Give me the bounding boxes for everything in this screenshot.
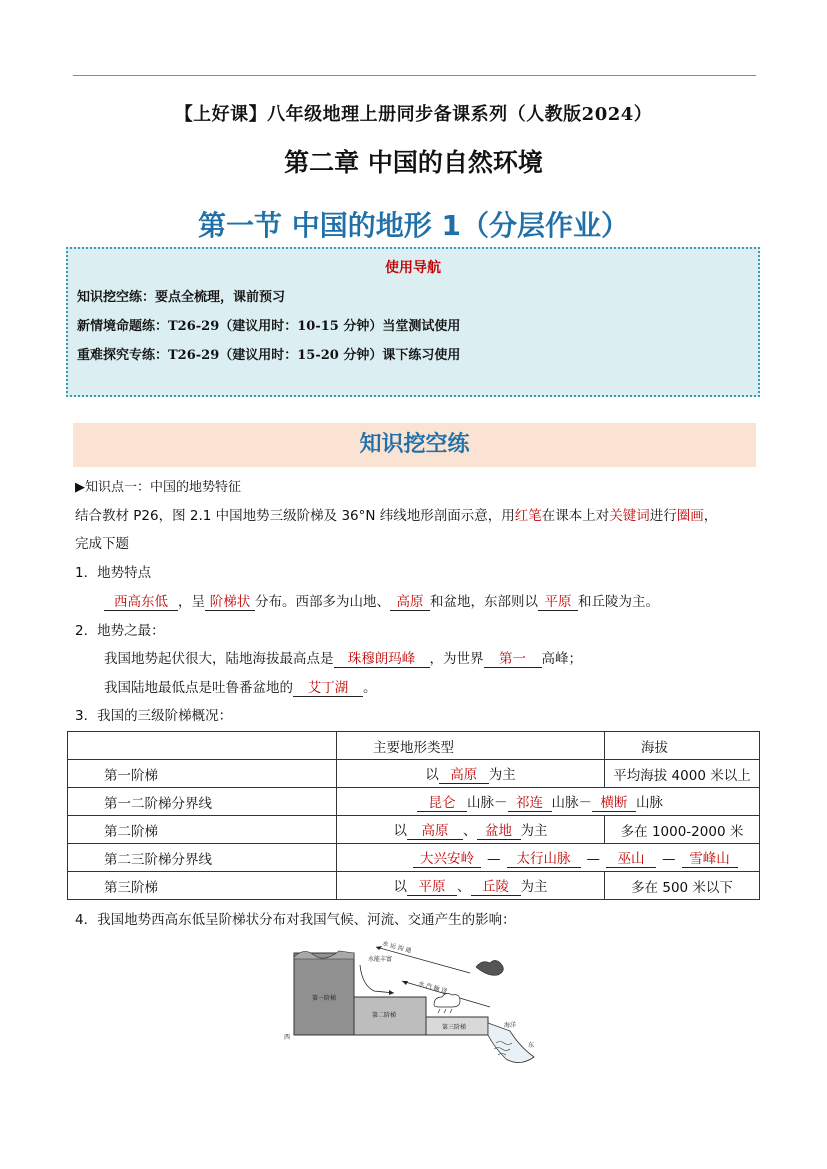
q2-text-1b: ，为世界	[429, 651, 484, 667]
q2-answer-2: 第一	[484, 647, 542, 668]
row-landform	[337, 872, 605, 900]
q1-text-1: ，呈	[178, 594, 205, 610]
row-answer: 盆地	[477, 819, 521, 840]
q1-answer-2: 阶梯状	[205, 590, 255, 611]
table-header-empty	[68, 732, 337, 760]
q2-text-2b: 。	[363, 680, 377, 696]
traffic-label: 水 运 沟 通	[381, 940, 413, 955]
row-boundary	[337, 788, 760, 816]
vapor-arrowhead	[402, 981, 408, 985]
row-name: 第三阶梯	[68, 872, 337, 900]
q2-answer-3: 艾丁湖	[293, 676, 363, 697]
knowledge-point-heading: ▶知识点一：中国的地势特征	[75, 480, 241, 495]
row-altitude: 多在 1000-2000 米	[605, 816, 760, 844]
table-header-altitude: 海拔	[605, 732, 760, 760]
row-answer: 太行山脉	[507, 847, 581, 868]
table-row	[68, 872, 760, 900]
q3-heading: 3．我国的三级阶梯概况：	[75, 708, 233, 724]
row-altitude: 多在 500 米以下	[605, 872, 760, 900]
row-answer: 平原	[407, 875, 457, 896]
river-arrowhead	[389, 990, 394, 995]
row-text: 为主	[488, 767, 516, 783]
q1-answer-1: 西高东低	[104, 590, 178, 611]
river-arrow	[360, 965, 394, 993]
east-label: 东	[528, 1042, 535, 1049]
step2-label: 第二阶梯	[371, 1012, 397, 1019]
row-answer: 丘陵	[471, 875, 521, 896]
row-name: 第二三阶梯分界线	[68, 844, 337, 872]
row-answer: 横断	[592, 791, 636, 812]
hydro-label-text: 水能丰富	[368, 956, 393, 963]
row-text: —	[662, 851, 676, 867]
q1-answer-4: 平原	[538, 590, 578, 611]
row-answer: 昆仑	[417, 791, 467, 812]
q2-text-1c: 高峰；	[541, 651, 582, 667]
row-text: 以	[425, 767, 439, 783]
nav-line-1: 知识挖空练：要点全梳理，课前预习	[77, 290, 286, 305]
q2-text-1a: 我国地势起伏很大，陆地海拔最高点是	[104, 651, 334, 667]
row-text: 山脉－	[467, 795, 508, 811]
step3-label: 第三阶梯	[441, 1024, 467, 1031]
terrain-staircase-diagram	[284, 935, 544, 1075]
row-text: —	[487, 851, 501, 867]
section-title: 第一节 中国的地形 1（分层作业）	[198, 209, 629, 242]
table-header-landform: 主要地形类型	[337, 732, 605, 760]
ship-icon	[476, 960, 503, 975]
row-text: —	[586, 851, 600, 867]
row-name: 第一阶梯	[68, 760, 337, 788]
row-text: 、	[457, 879, 471, 895]
table-row	[68, 760, 760, 788]
intro-line-1	[75, 504, 717, 524]
section-banner: 知识挖空练	[73, 423, 756, 467]
nav-line-2: 新情境命题练：T26-29（建议用时：10-15 分钟）当堂测试使用	[77, 319, 461, 334]
row-name: 第二阶梯	[68, 816, 337, 844]
q1-line	[104, 590, 659, 611]
row-text: 以	[393, 879, 407, 895]
ocean-label: 海洋	[504, 1022, 517, 1029]
table-header-row	[68, 732, 760, 760]
q2-line-2	[104, 676, 377, 697]
header-rule	[73, 75, 756, 76]
q1-heading: 1．地势特点	[75, 565, 152, 581]
table-row	[68, 788, 760, 816]
row-text: 为主	[520, 879, 548, 895]
row-name: 第一二阶梯分界线	[68, 788, 337, 816]
table-row	[68, 844, 760, 872]
q1-answer-3: 高原	[390, 590, 430, 611]
intro-text-a: 结合教材 P26，图 2.1 中国地势三级阶梯及 36°N 纬线地形剖面示意，用	[75, 508, 515, 524]
intro-text-d: ，	[703, 508, 718, 524]
hydro-label	[368, 955, 392, 963]
row-answer: 巫山	[606, 847, 656, 868]
row-text: 山脉－	[551, 795, 592, 811]
row-answer: 高原	[407, 819, 463, 840]
west-label: 西	[284, 1034, 291, 1041]
series-title: 【上好课】八年级地理上册同步备课系列（人教版2024）	[174, 104, 653, 125]
table-row	[68, 816, 760, 844]
rain-icon	[438, 1009, 452, 1013]
intro-line-2: 完成下题	[75, 536, 129, 552]
intro-red-circle: 圈画	[676, 508, 704, 524]
intro-red-pen: 红笔	[514, 508, 542, 524]
row-boundary	[337, 844, 760, 872]
row-answer: 雪峰山	[682, 847, 738, 868]
q2-line-1	[104, 647, 582, 668]
q2-text-2a: 我国陆地最低点是吐鲁番盆地的	[104, 680, 293, 696]
q1-text-3: 和盆地，东部则以	[430, 594, 538, 610]
step1-label: 第一阶梯	[311, 995, 337, 1002]
row-landform	[337, 816, 605, 844]
row-altitude: 平均海拔 4000 米以上	[605, 760, 760, 788]
row-answer: 大兴安岭	[413, 847, 481, 868]
row-text: 为主	[520, 823, 548, 839]
q1-text-2: 分布。西部多为山地、	[255, 594, 390, 610]
nav-title: 使用导航	[385, 260, 441, 276]
intro-text-b: 在课本上对	[541, 508, 610, 524]
vapor-label: 水 汽 输 送	[417, 980, 448, 996]
row-text: 山脉	[636, 795, 663, 811]
row-landform	[337, 760, 605, 788]
usage-navigation-box	[66, 247, 760, 397]
q2-heading: 2．地势之最：	[75, 623, 165, 639]
row-text: 以	[393, 823, 407, 839]
intro-red-keyword: 关键词	[609, 508, 650, 524]
row-answer: 祁连	[508, 791, 552, 812]
row-answer: 高原	[439, 763, 489, 784]
step1-block	[294, 953, 354, 1035]
chapter-title: 第二章 中国的自然环境	[284, 148, 543, 177]
q4-heading: 4．我国地势西高东低呈阶梯状分布对我国气候、河流、交通产生的影响：	[75, 912, 516, 928]
q1-text-4: 和丘陵为主。	[578, 594, 659, 610]
row-text: 、	[463, 823, 477, 839]
nav-line-3: 重难探究专练：T26-29（建议用时：15-20 分钟）课下练习使用	[77, 348, 461, 363]
intro-text-c: 进行	[649, 508, 677, 524]
q2-answer-1: 珠穆朗玛峰	[334, 647, 430, 668]
staircase-table	[67, 731, 760, 900]
cloud-icon	[434, 993, 460, 1007]
